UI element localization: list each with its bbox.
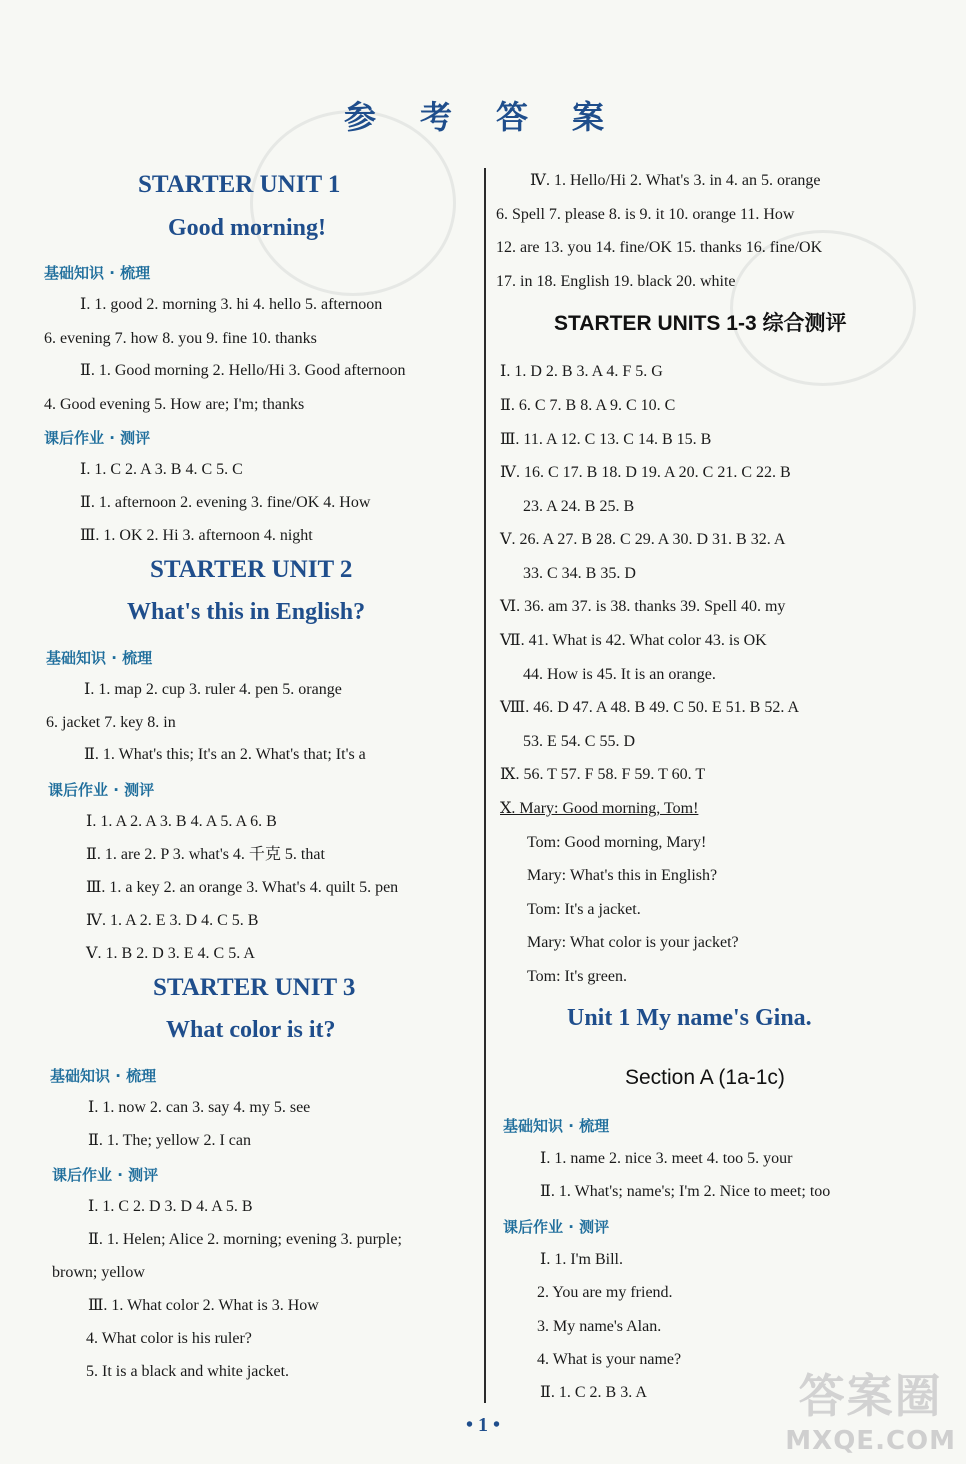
answer-line: Ⅱ. 1. Good morning 2. Hello/Hi 3. Good afternoon	[80, 362, 406, 379]
answer-line: Ⅰ. 1. A 2. A 3. B 4. A 5. A 6. B	[86, 813, 277, 830]
section-heading: Unit 1 My name's Gina.	[567, 1005, 812, 1031]
answer-line: 6. Spell 7. please 8. is 9. it 10. orange 11. How	[496, 206, 795, 223]
corner-watermark-logo: 答案圈	[798, 1369, 943, 1423]
answer-line: 23. A 24. B 25. B	[523, 498, 635, 515]
answer-line: Ⅳ. 1. Hello/Hi 2. What's 3. in 4. an 5. orange	[530, 172, 821, 189]
answer-line: 12. are 13. you 14. fine/OK 15. thanks 16. fine/OK	[496, 239, 823, 256]
answer-line: Ⅷ. 46. D 47. A 48. B 49. C 50. E 51. B 52. A	[500, 699, 800, 716]
answer-line: 6. jacket 7. key 8. in	[46, 714, 176, 731]
answer-line: Ⅰ. 1. now 2. can 3. say 4. my 5. see	[88, 1099, 311, 1116]
answer-line: Ⅱ. 1. afternoon 2. evening 3. fine/OK 4. How	[80, 494, 371, 511]
answer-line: Ⅰ. 1. map 2. cup 3. ruler 4. pen 5. orange	[84, 681, 342, 698]
answer-line: Ⅵ. 36. am 37. is 38. thanks 39. Spell 40. my	[500, 598, 786, 615]
answer-line: Ⅰ. 1. good 2. morning 3. hi 4. hello 5. afternoon	[80, 296, 383, 313]
section-heading: What's this in English?	[127, 599, 366, 625]
answer-line: 5. It is a black and white jacket.	[86, 1363, 290, 1380]
section-tag: 课后作业 · 测评	[503, 1218, 610, 1236]
answer-line: Ⅳ. 1. A 2. E 3. D 4. C 5. B	[86, 912, 259, 929]
section-tag: 基础知识 · 梳理	[50, 1067, 157, 1085]
section-tag: 基础知识 · 梳理	[503, 1117, 610, 1135]
answer-line: Ⅰ. 1. C 2. D 3. D 4. A 5. B	[88, 1198, 253, 1215]
answer-line: Ⅱ. 1. are 2. P 3. what's 4. 千克 5. that	[86, 846, 325, 863]
section-heading: STARTER UNIT 2	[150, 556, 353, 583]
page-title: 参 考 答 案	[343, 99, 622, 135]
answer-line: Tom: It's green.	[527, 968, 627, 985]
section-tag: 基础知识 · 梳理	[46, 649, 153, 667]
answer-line: 44. How is 45. It is an orange.	[523, 666, 716, 683]
answer-line: 4. What color is his ruler?	[86, 1330, 252, 1347]
answer-line: Ⅲ. 11. A 12. C 13. C 14. B 15. B	[500, 431, 712, 448]
answer-line: Ⅱ. 1. C 2. B 3. A	[540, 1384, 647, 1401]
answer-line: 53. E 54. C 55. D	[523, 733, 635, 750]
answer-line: Mary: What's this in English?	[527, 867, 718, 884]
answer-line: 2. You are my friend.	[537, 1284, 673, 1301]
section-tag: 课后作业 · 测评	[52, 1166, 159, 1184]
section-tag: 基础知识 · 梳理	[44, 264, 151, 282]
answer-line: Ⅸ. 56. T 57. F 58. F 59. T 60. T	[500, 766, 706, 783]
section-heading: What color is it?	[166, 1017, 336, 1043]
answer-line: 4. What is your name?	[537, 1351, 682, 1368]
section-heading: STARTER UNIT 3	[153, 974, 356, 1001]
answer-line: 3. My name's Alan.	[537, 1318, 662, 1335]
answer-line: Ⅳ. 16. C 17. B 18. D 19. A 20. C 21. C 22. B	[500, 464, 791, 481]
answer-line: brown; yellow	[52, 1264, 145, 1281]
answer-line: Ⅲ. 1. OK 2. Hi 3. afternoon 4. night	[80, 527, 313, 544]
section-tag: 课后作业 · 测评	[44, 429, 151, 447]
section-heading: STARTER UNITS 1-3 综合测评	[554, 312, 847, 335]
section-heading: Good morning!	[168, 215, 327, 241]
corner-watermark-site: MXQE.COM	[785, 1426, 956, 1456]
answer-line: Ⅱ. 6. C 7. B 8. A 9. C 10. C	[500, 397, 676, 414]
answer-line: Ⅱ. 1. What's; name's; I'm 2. Nice to meet; too	[540, 1183, 831, 1200]
corner-watermark	[785, 1360, 956, 1456]
answer-line: Ⅰ. 1. D 2. B 3. A 4. F 5. G	[500, 363, 663, 380]
answer-line: Ⅱ. 1. Helen; Alice 2. morning; evening 3. purple;	[88, 1231, 402, 1248]
answer-line: Ⅲ. 1. a key 2. an orange 3. What's 4. quilt 5. pen	[86, 879, 399, 896]
answer-line: 4. Good evening 5. How are; I'm; thanks	[44, 396, 305, 413]
section-heading: STARTER UNIT 1	[138, 171, 341, 198]
answer-line: Tom: It's a jacket.	[527, 901, 641, 918]
answer-line: Ⅰ. 1. name 2. nice 3. meet 4. too 5. your	[540, 1150, 793, 1167]
answer-line: 6. evening 7. how 8. you 9. fine 10. thanks	[44, 330, 317, 347]
section-heading: Section A (1a-1c)	[625, 1066, 785, 1089]
answer-line: Ⅲ. 1. What color 2. What is 3. How	[88, 1297, 319, 1314]
answer-line: Ⅴ. 1. B 2. D 3. E 4. C 5. A	[86, 945, 255, 962]
answer-line: Ⅶ. 41. What is 42. What color 43. is OK	[500, 632, 767, 649]
answer-line: Ⅱ. 1. The; yellow 2. I can	[88, 1132, 251, 1149]
answer-line: Tom: Good morning, Mary!	[527, 834, 707, 851]
answer-line: Ⅱ. 1. What's this; It's an 2. What's that; It's a	[84, 746, 366, 763]
answer-line: 33. C 34. B 35. D	[523, 565, 636, 582]
answer-line: Mary: What color is your jacket?	[527, 934, 739, 951]
answer-line: Ⅴ. 26. A 27. B 28. C 29. A 30. D 31. B 32. A	[500, 531, 786, 548]
column-divider	[484, 168, 486, 1403]
section-tag: 课后作业 · 测评	[48, 781, 155, 799]
answer-line: Ⅹ. Mary: Good morning, Tom!	[500, 800, 699, 817]
answer-line: Ⅰ. 1. I'm Bill.	[540, 1251, 623, 1268]
page-number: • 1 •	[465, 1414, 500, 1436]
answer-line: Ⅰ. 1. C 2. A 3. B 4. C 5. C	[80, 461, 243, 478]
answer-line: 17. in 18. English 19. black 20. white	[496, 273, 736, 290]
